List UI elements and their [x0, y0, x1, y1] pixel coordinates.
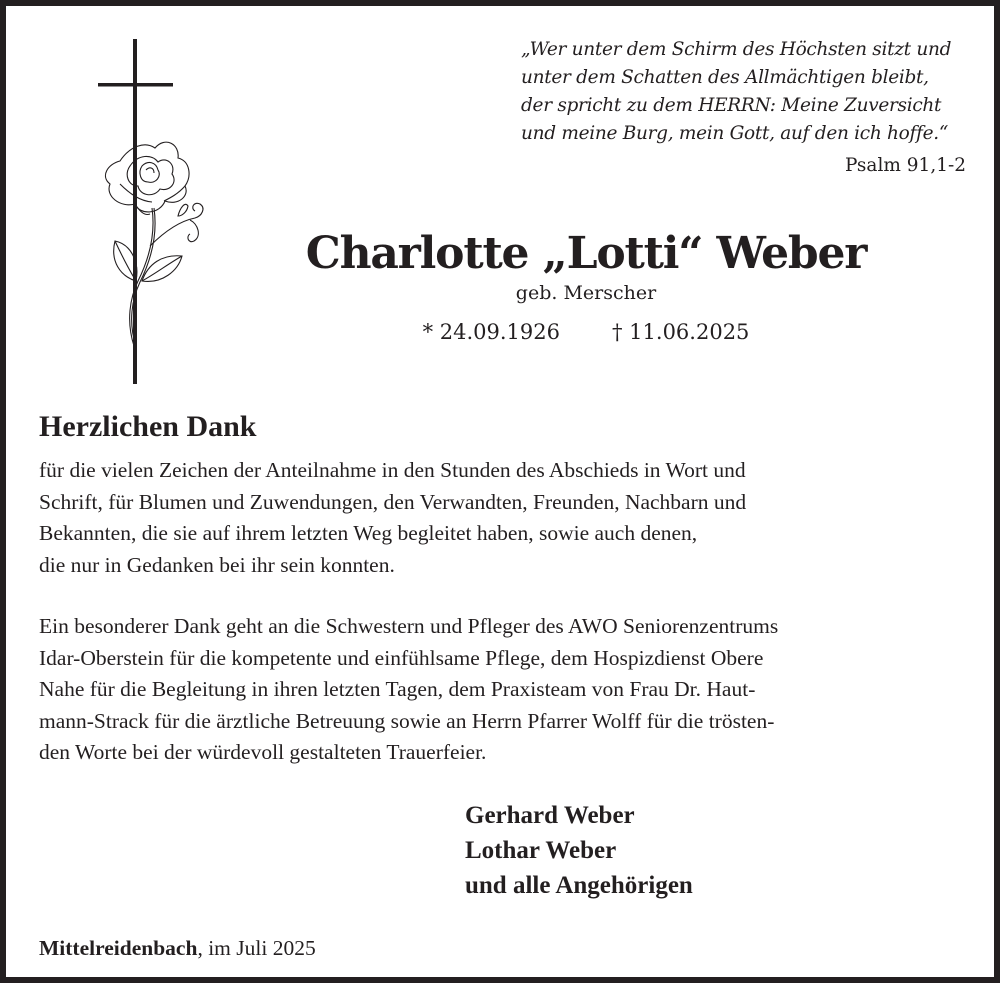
- quote-line: und meine Burg, mein Gott, auf den ich hoffe.“: [521, 123, 948, 144]
- paragraph-line: Schrift, für Blumen und Zuwendungen, den Verwandten, Freunden, Nachbarn und: [39, 489, 747, 514]
- signer: Gerhard Weber: [465, 802, 635, 829]
- paragraph-line: mann-Strack für die ärztliche Betreuung sowie an Herrn Pfarrer Wolff für die trösten-: [39, 708, 775, 733]
- date: , im Juli 2025: [197, 936, 316, 960]
- paragraph-line: die nur in Gedanken bei ihr sein konnten.: [39, 552, 395, 577]
- paragraph-line: Bekannten, die sie auf ihrem letzten Weg begleitet haben, sowie auch denen,: [39, 521, 698, 545]
- signers: [465, 798, 693, 903]
- birth-date: * 24.09.1926: [422, 320, 560, 344]
- birth-name: geb. Merscher: [515, 282, 657, 304]
- paragraph-line: den Worte bei der würdevoll gestalteten Trauerfeier.: [39, 740, 487, 764]
- quote-line: unter dem Schatten des Allmächtigen bleibt,: [521, 67, 929, 88]
- death-date: † 11.06.2025: [612, 320, 750, 344]
- signer: Lothar Weber: [465, 837, 617, 864]
- thanks-heading: Herzlichen Dank: [39, 410, 257, 443]
- special-thanks-paragraph: [39, 611, 989, 769]
- paragraph-line: Idar-Oberstein für die kompetente und einfühlsame Pflege, dem Hospizdienst Obere: [39, 645, 764, 670]
- thanks-paragraph: [39, 455, 989, 581]
- cross-with-rose-icon: [90, 36, 220, 386]
- quote-line: „Wer unter dem Schirm des Höchsten sitzt und: [521, 39, 952, 60]
- psalm-quote: [521, 36, 971, 148]
- paragraph-line: für die vielen Zeichen der Anteilnahme in den Stunden des Abschieds in Wort und: [39, 458, 746, 482]
- place-and-date: [39, 933, 316, 963]
- quote-source: Psalm 91,1-2: [844, 155, 966, 176]
- quote-line: der spricht zu dem HERRN: Meine Zuversicht: [521, 95, 942, 116]
- signer: und alle Angehörigen: [465, 872, 693, 899]
- paragraph-line: Nahe für die Begleitung in ihren letzten Tagen, dem Praxisteam von Frau Dr. Haut-: [39, 677, 756, 701]
- town: Mittelreidenbach: [39, 936, 198, 960]
- deceased-name: Charlotte „Lotti“ Weber: [305, 228, 867, 279]
- life-dates: [256, 317, 916, 347]
- paragraph-line: Ein besonderer Dank geht an die Schwestern und Pfleger des AWO Seniorenzentrums: [39, 614, 779, 638]
